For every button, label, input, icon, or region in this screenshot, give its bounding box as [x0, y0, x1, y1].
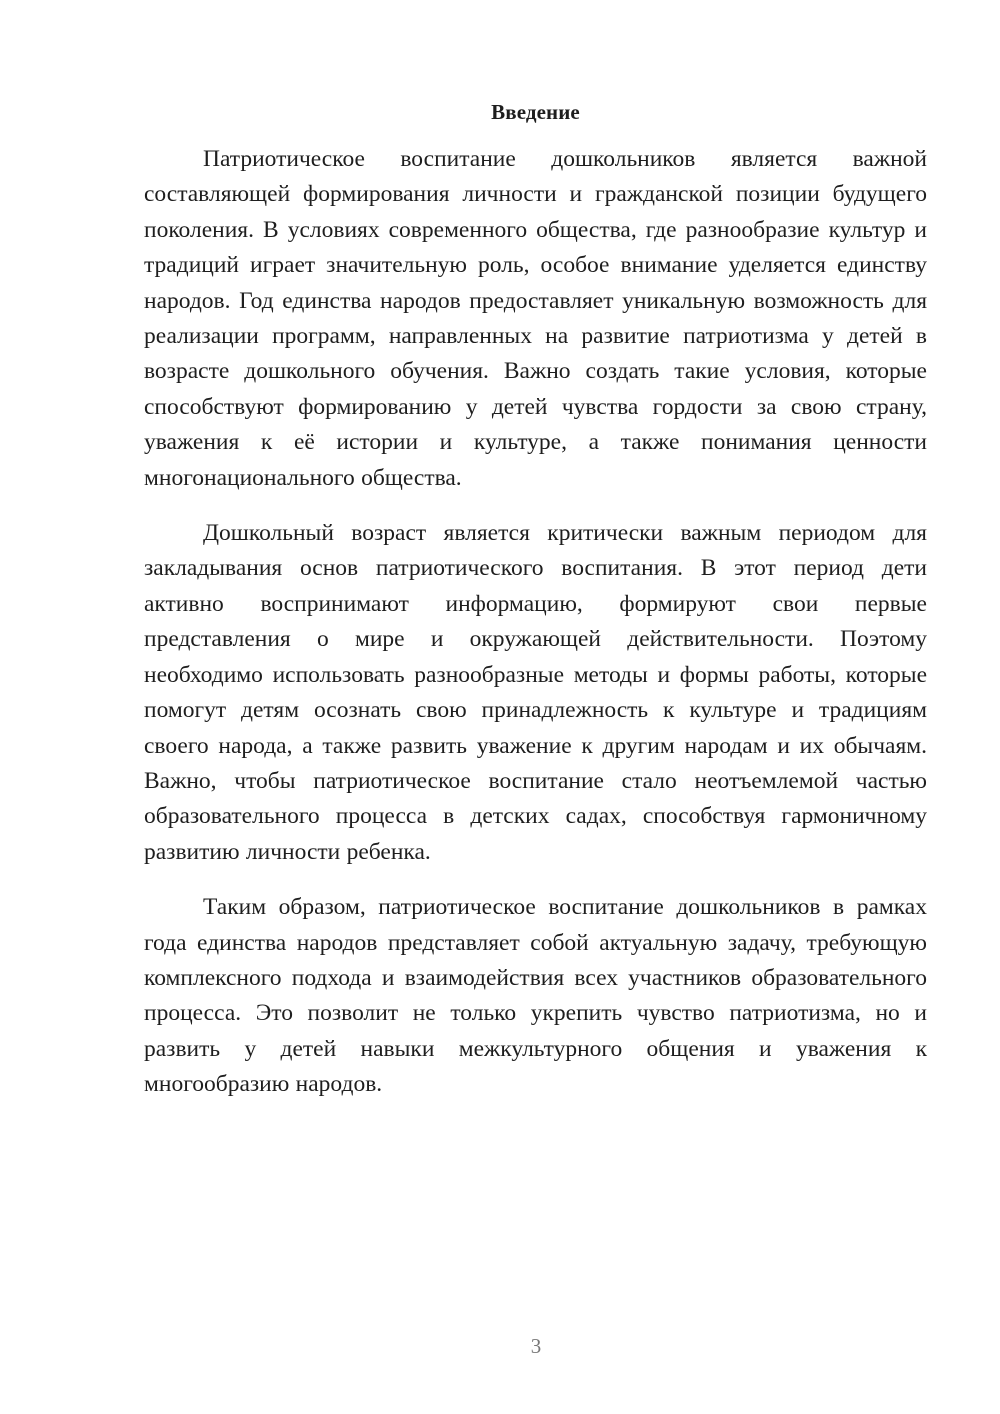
paragraph-2: Дошкольный возраст является критически важным периодом для закладывания основ патриотического воспитания. В этот период дети активно воспринимают информацию, формируют свои первые представления о мире и окружающей действительности. Поэтому необходимо использовать разнообразные методы и формы работы, которые помогут детям осознать свою принадлежность к культуре и традициям своего народа, а также развить уважение к другим народам и их обычаям. Важно, чтобы патриотическое воспитание стало неотъемлемой частью образовательного процесса в детских садах, способствуя гармоничному развитию личности ребенка. — [144, 520, 927, 865]
page-content — [144, 94, 927, 1103]
page-number: 3 — [530, 1334, 542, 1358]
paragraph-3: Таким образом, патриотическое воспитание дошкольников в рамках года единства народов представляет собой актуальную задачу, требующую комплексного подхода и взаимодействия всех участников образовательного процесса. Это позволит не только укрепить чувство патриотизма, но и развить у детей навыки межкультурного общения и уважения к многообразию народов. — [144, 894, 927, 1098]
section-heading: Введение — [491, 100, 580, 124]
paragraph-1: Патриотическое воспитание дошкольников является важной составляющей формирования личности и гражданской позиции будущего поколения. В условиях современного общества, где разнообразие культур и традиций играет значительную роль, особое внимание уделяется единству народов. Год единства народов предоставляет уникальную возможность для реализации программ, направленных на развитие патриотизма у детей в возрасте дошкольного обучения. Важно создать такие условия, которые способствуют формированию у детей чувства гордости за свою страну, уважения к её истории и культуре, а также понимания ценности многонационального общества. — [144, 146, 927, 491]
